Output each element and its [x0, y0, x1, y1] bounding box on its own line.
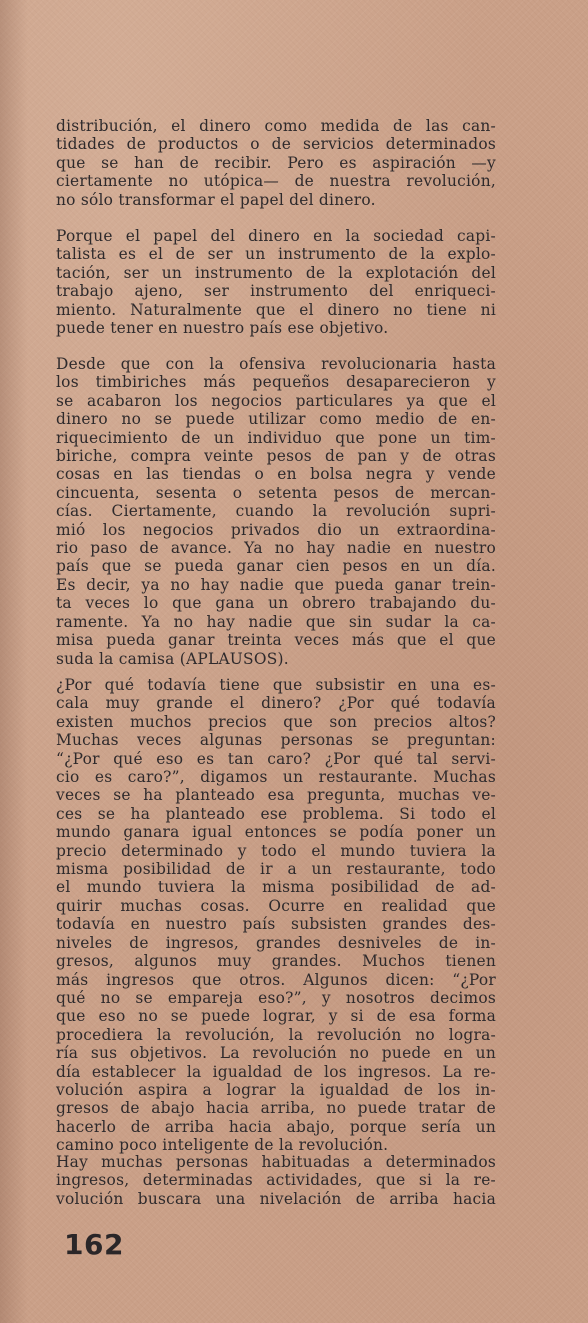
- text-line: que se han de recibir. Pero es aspiración —y: [56, 153, 496, 172]
- text-line: misma posibilidad de ir a un restaurante, todo: [56, 860, 496, 879]
- paragraph-4: [56, 676, 496, 1155]
- text-line: Es decir, ya no hay nadie que pueda ganar trein-: [56, 575, 496, 594]
- text-line: tidades de productos o de servicios determinados: [56, 135, 496, 154]
- text-line: talista es el de ser un instrumento de la explo-: [56, 245, 496, 264]
- text-line: cincuenta, sesenta o setenta pesos de mercan-: [56, 483, 496, 502]
- text-line: puede tener en nuestro país ese objetivo.: [56, 319, 389, 338]
- text-line: no sólo transformar el papel del dinero.: [56, 190, 376, 209]
- text-line: volución aspira a lograr la igualdad de los in-: [56, 1080, 496, 1099]
- text-line: Muchas veces algunas personas se preguntan:: [56, 731, 496, 750]
- text-line: el mundo tuviera la misma posibilidad de ad-: [56, 878, 496, 897]
- text-line: volución buscara una nivelación de arriba hacia: [56, 1189, 496, 1208]
- text-line: ingresos, determinadas actividades, que si la re-: [56, 1171, 496, 1190]
- text-line: mundo ganara igual entonces se podía poner un: [56, 823, 496, 842]
- page-edge-shadow: [0, 0, 28, 1323]
- text-line: “¿Por qué eso es tan caro? ¿Por qué tal servi-: [56, 749, 496, 768]
- text-line: cosas en las tiendas o en bolsa negra y vende: [56, 465, 496, 484]
- page-number: 162: [64, 1228, 124, 1261]
- text-line: ta veces lo que gana un obrero trabajando du-: [56, 594, 496, 613]
- text-line: más ingresos que otros. Algunos dicen: “¿Por: [56, 970, 496, 989]
- paragraph-3: [56, 355, 496, 668]
- text-line: procediera la revolución, la revolución no logra-: [56, 1025, 496, 1044]
- text-line: ces se ha planteado ese problema. Si todo el: [56, 804, 496, 823]
- text-line: trabajo ajeno, ser instrumento del enriqueci-: [56, 282, 496, 301]
- text-line: cio es caro?”, digamos un restaurante. Muchas: [56, 768, 496, 787]
- text-line: ¿Por qué todavía tiene que subsistir en una es-: [56, 676, 496, 694]
- text-line: ría sus objetivos. La revolución no puede en un: [56, 1044, 496, 1063]
- text-line: Porque el papel del dinero en la sociedad capi-: [56, 227, 496, 245]
- text-line: día establecer la igualdad de los ingresos. La re-: [56, 1062, 496, 1081]
- text-line: riquecimiento de un individuo que pone un tim-: [56, 428, 496, 447]
- text-line: Hay muchas personas habituadas a determinados: [56, 1153, 496, 1171]
- text-line: precio determinado y todo el mundo tuviera la: [56, 841, 496, 860]
- text-line: misa pueda ganar treinta veces más que el que: [56, 631, 496, 650]
- text-line: se acabaron los negocios particulares ya que el: [56, 391, 496, 410]
- text-line: cala muy grande el dinero? ¿Por qué todavía: [56, 694, 496, 713]
- text-line: niveles de ingresos, grandes desniveles de in-: [56, 933, 496, 952]
- text-line: que eso no se puede lograr, y si de esa forma: [56, 1007, 496, 1026]
- text-line: ciertamente no utópica— de nuestra revolución,: [56, 172, 496, 191]
- paragraph-5: [56, 1153, 496, 1208]
- text-line: gresos de abajo hacia arriba, no puede tratar de: [56, 1099, 496, 1118]
- text-line: quirir muchas cosas. Ocurre en realidad que: [56, 896, 496, 915]
- text-line: suda la camisa (APLAUSOS).: [56, 649, 289, 668]
- text-line: tación, ser un instrumento de la explotación del: [56, 263, 496, 282]
- text-line: cías. Ciertamente, cuando la revolución supri-: [56, 502, 496, 521]
- paragraph-2: [56, 227, 496, 337]
- text-line: todavía en nuestro país subsisten grandes des-: [56, 915, 496, 934]
- text-line: existen muchos precios que son precios altos?: [56, 712, 496, 731]
- text-line: distribución, el dinero como medida de las can-: [56, 117, 496, 135]
- text-line: dinero no se puede utilizar como medio de en-: [56, 410, 496, 429]
- text-line: mió los negocios privados dio un extraordina-: [56, 520, 496, 539]
- text-line: biriche, compra veinte pesos de pan y de otras: [56, 447, 496, 466]
- text-line: veces se ha planteado esa pregunta, muchas ve-: [56, 786, 496, 805]
- text-line: Desde que con la ofensiva revolucionaria hasta: [56, 355, 496, 373]
- text-line: rio paso de avance. Ya no hay nadie en nuestro: [56, 539, 496, 558]
- text-line: ramente. Ya no hay nadie que sin sudar la ca-: [56, 612, 496, 631]
- text-line: país que se pueda ganar cien pesos en un día.: [56, 557, 496, 576]
- text-line: gresos, algunos muy grandes. Muchos tienen: [56, 952, 496, 971]
- text-line: camino poco inteligente de la revolución.: [56, 1136, 389, 1155]
- paragraph-1: [56, 117, 496, 209]
- text-line: hacerlo de arriba hacia abajo, porque sería un: [56, 1117, 496, 1136]
- text-line: qué no se empareja eso?”, y nosotros decimos: [56, 988, 496, 1007]
- text-line: los timbiriches más pequeños desaparecieron y: [56, 373, 496, 392]
- text-line: miento. Naturalmente que el dinero no tiene ni: [56, 300, 496, 319]
